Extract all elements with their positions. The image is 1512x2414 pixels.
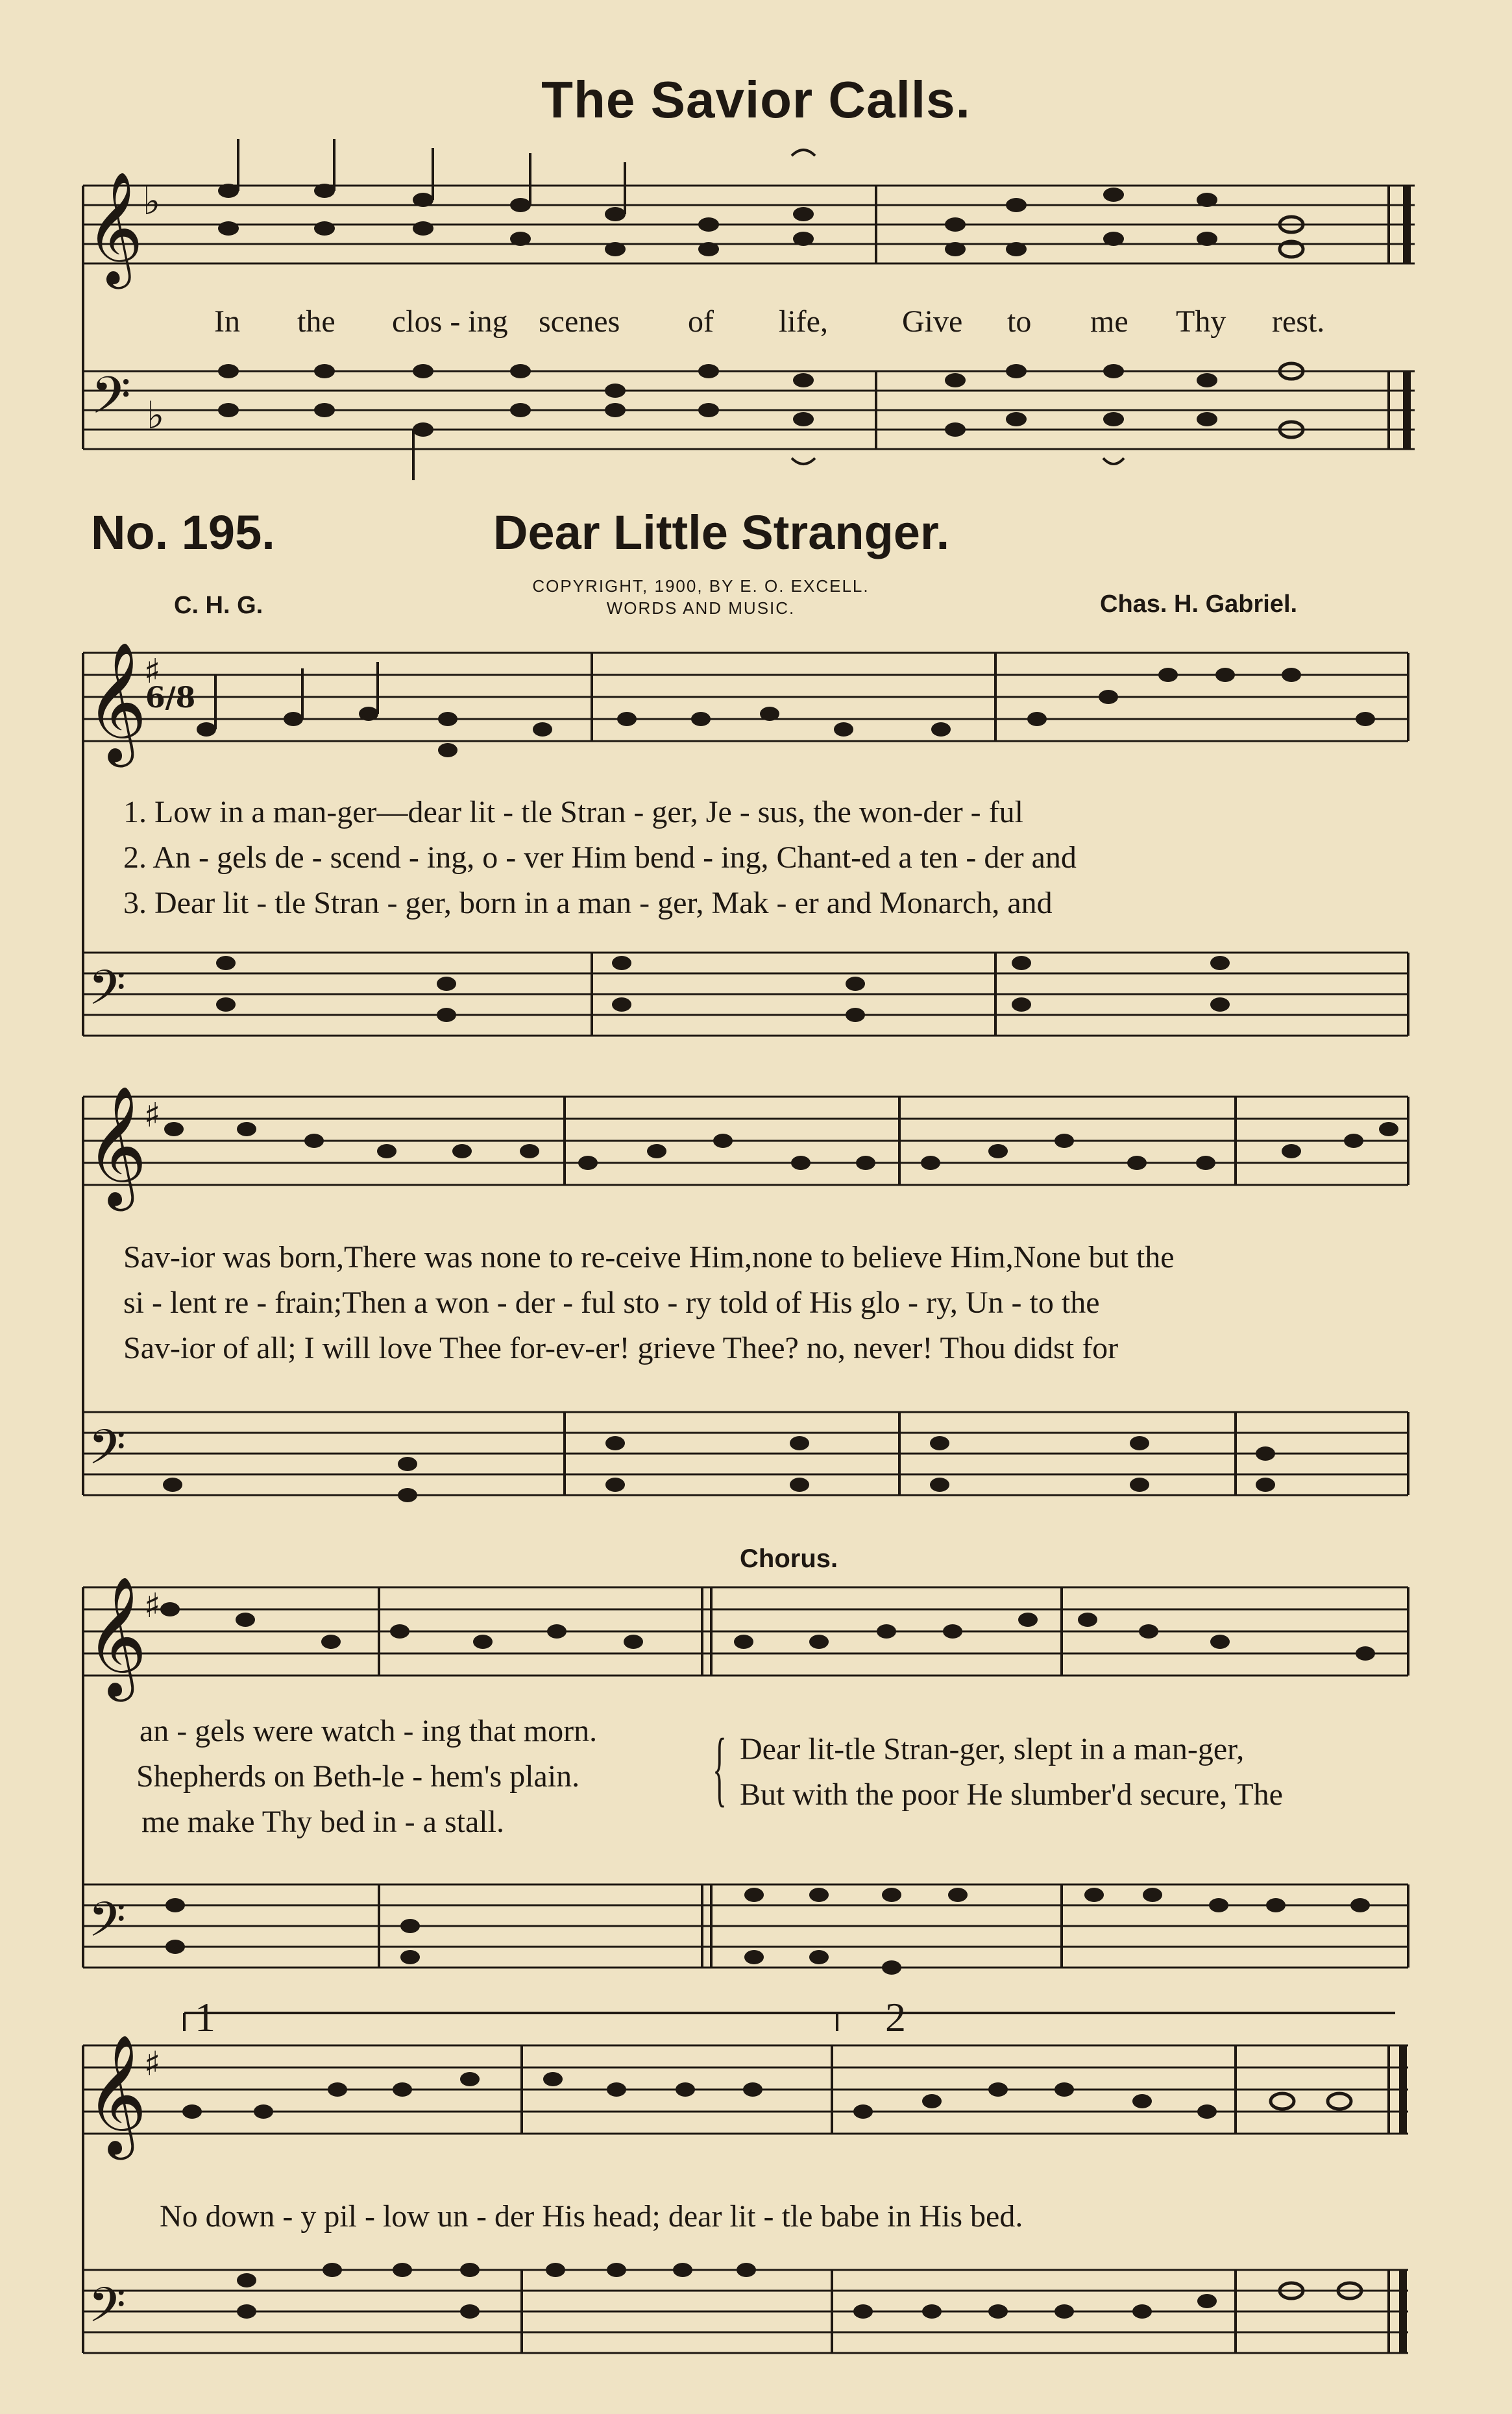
system2-treble-staff xyxy=(83,1097,1408,1185)
chorus-line-1: Dear lit-tle Stran-ger, slept in a man-ger, xyxy=(740,1732,1245,1766)
system4-lyric-line: No down - y pil - low un - der His head; dear lit - tle babe in His bed. xyxy=(160,2199,1023,2234)
verse-1-line: 1. Low in a man-ger—dear lit - tle Stran - ger, Je - sus, the won-der - ful xyxy=(123,795,1023,829)
verse-3-ending: me make Thy bed in - a stall. xyxy=(141,1805,504,1839)
lyric-syllable: rest. xyxy=(1272,304,1325,339)
top-hymn-title: The Savior Calls. xyxy=(541,71,971,128)
flat-sign-icon: ♭ xyxy=(147,393,165,437)
lyric-syllable: clos - ing xyxy=(392,304,508,339)
copyright-line: COPYRIGHT, 1900, BY E. O. EXCELL. xyxy=(532,576,870,596)
time-signature-top: 6/8 xyxy=(145,681,196,714)
lyric-syllable: the xyxy=(297,304,335,339)
treble-clef-icon: 𝄞 xyxy=(86,640,147,762)
sharp-sign-icon: ♯ xyxy=(144,2045,161,2084)
verse-2-line: 2. An - gels de - scend - ing, o - ver Him bend - ing, Chant-ed a ten - der and xyxy=(123,840,1077,875)
verse-1-line: Sav-ior was born,There was none to re-ceive Him,none to believe Him,None but the xyxy=(123,1240,1175,1274)
system4-bass-staff xyxy=(83,2270,1408,2353)
second-ending-number: 2 xyxy=(885,1994,906,2040)
words-credit: C. H. G. xyxy=(174,592,263,619)
top-treble-notes xyxy=(218,139,1303,257)
lyric-syllable: to xyxy=(1007,304,1032,339)
lyric-syllable: of xyxy=(688,304,714,339)
verse-2-ending: Shepherds on Beth-le - hem's plain. xyxy=(136,1759,580,1794)
lyric-syllable: Thy xyxy=(1176,304,1226,339)
treble-clef-icon: 𝄞 xyxy=(86,1084,147,1206)
system2-bass-notes xyxy=(163,1436,1275,1502)
hymn-number: No. 195. xyxy=(91,506,275,559)
lyric-syllable: Give xyxy=(902,304,963,339)
system1-treble-staff xyxy=(83,653,1408,741)
lyric-syllable: In xyxy=(214,304,240,339)
system1-treble-notes xyxy=(197,662,1375,757)
system2-bass-staff xyxy=(83,1412,1408,1495)
ending-brackets xyxy=(184,2013,1395,2031)
bass-clef-icon: 𝄢 xyxy=(88,960,126,1028)
lyric-syllable: me xyxy=(1090,304,1128,339)
verse-2-line: si - lent re - frain;Then a won - der - ful sto - ry told of His glo - ry, Un - to the xyxy=(123,1286,1100,1320)
treble-clef-icon: 𝄞 xyxy=(86,2033,147,2154)
treble-clef-icon: 𝄞 xyxy=(86,1575,147,1696)
system1-bass-notes xyxy=(216,956,1230,1022)
lyric-syllable: life, xyxy=(779,304,828,339)
system1-bass-staff xyxy=(83,953,1408,1036)
bass-clef-icon: 𝄢 xyxy=(88,1892,126,1960)
hymn-title: Dear Little Stranger. xyxy=(493,506,950,559)
top-bass-notes xyxy=(218,363,1303,480)
lyric-syllable: scenes xyxy=(539,304,620,339)
verse-1-ending: an - gels were watch - ing that morn. xyxy=(140,1714,598,1748)
bass-clef-icon: 𝄢 xyxy=(91,365,131,438)
music-credit: Chas. H. Gabriel. xyxy=(1100,591,1298,618)
bass-clef-icon: 𝄢 xyxy=(88,1419,126,1487)
sharp-sign-icon: ♯ xyxy=(144,1096,161,1135)
flat-sign-icon: ♭ xyxy=(143,179,161,223)
first-ending-number: 1 xyxy=(195,1994,215,2040)
verse-3-line: 3. Dear lit - tle Stran - ger, born in a man - ger, Mak - er and Monarch, and xyxy=(123,886,1053,920)
chorus-line-2: But with the poor He slumber'd secure, The xyxy=(740,1777,1283,1812)
copyright-scope: WORDS AND MUSIC. xyxy=(606,598,796,618)
bass-clef-icon: 𝄢 xyxy=(88,2277,126,2345)
system3-bass-notes xyxy=(165,1888,1370,1975)
chorus-brace: { xyxy=(713,1722,727,1815)
sharp-sign-icon: ♯ xyxy=(144,1587,161,1626)
treble-clef-icon: 𝄞 xyxy=(86,171,143,284)
system3-treble-staff xyxy=(83,1587,1408,1676)
sharp-sign-icon: ♯ xyxy=(144,652,161,691)
chorus-label: Chorus. xyxy=(740,1544,838,1573)
verse-3-line: Sav-ior of all; I will love Thee for-ev-er! grieve Thee? no, never! Thou didst for xyxy=(123,1331,1119,1365)
